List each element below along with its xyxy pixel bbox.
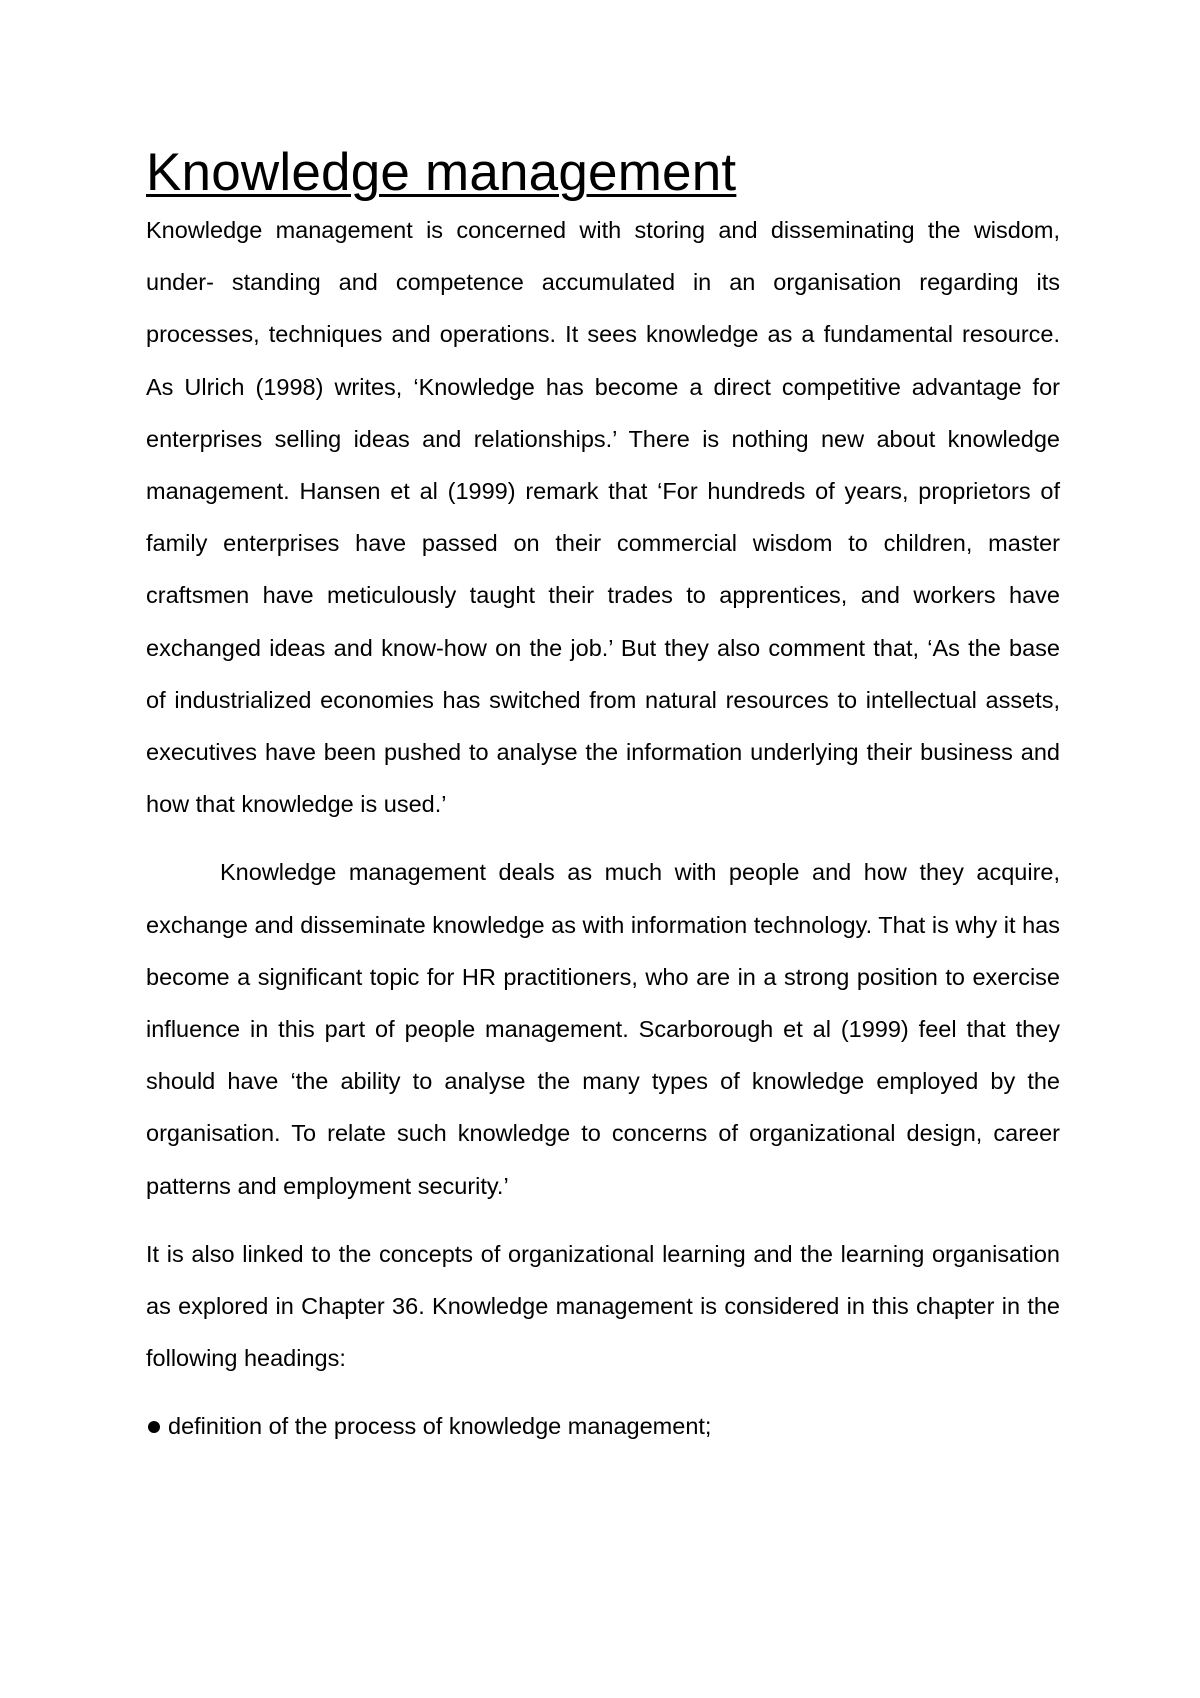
page-title: Knowledge management: [146, 143, 737, 202]
paragraph-intro: Knowledge management is concerned with storing and disseminating the wisdom, under- standing and competence accumulated in an organisation regarding its processes, techniques and operations. It sees knowledge as a fundamental resource. As Ulrich (1998) writes, ‘Knowledge has become a direct competitive advantage for enterprises selling ideas and relationships.’ There is nothing new about knowledge management. Hansen et al (1999) remark that ‘For hundreds of years, proprietors of family enterprises have passed on their commercial wisdom to children, master craftsmen have meticulously taught their trades to apprentices, and workers have exchanged ideas and know-how on the job.’ But they also comment that, ‘As the base of industrialized economies has switched from natural resources to intellectual assets, executives have been pushed to analyse the information underlying their business and how that knowledge is used.’: [146, 217, 1060, 818]
list-item-text: definition of the process of knowledge management;: [168, 1413, 712, 1440]
bullet-icon: [148, 1421, 160, 1433]
document-page: [146, 140, 1060, 1453]
headings-list: [146, 1400, 1060, 1452]
paragraph-learning: It is also linked to the concepts of organizational learning and the learning organisation as explored in Chapter 36. Knowledge management is considered in this chapter in the following headings:: [146, 1240, 1060, 1372]
paragraph-people: Knowledge management deals as much with people and how they acquire, exchange and disseminate knowledge as with information technology. That is why it has become a significant topic for HR practitioners, who are in a strong position to exercise influence in this part of people management. Scarborough et al (1999) feel that they should have ‘the ability to analyse the many types of knowledge employed by the organisation. To relate such knowledge to concerns of organizational design, career patterns and employment security.’: [146, 859, 1060, 1199]
list-item: [146, 1400, 1060, 1452]
